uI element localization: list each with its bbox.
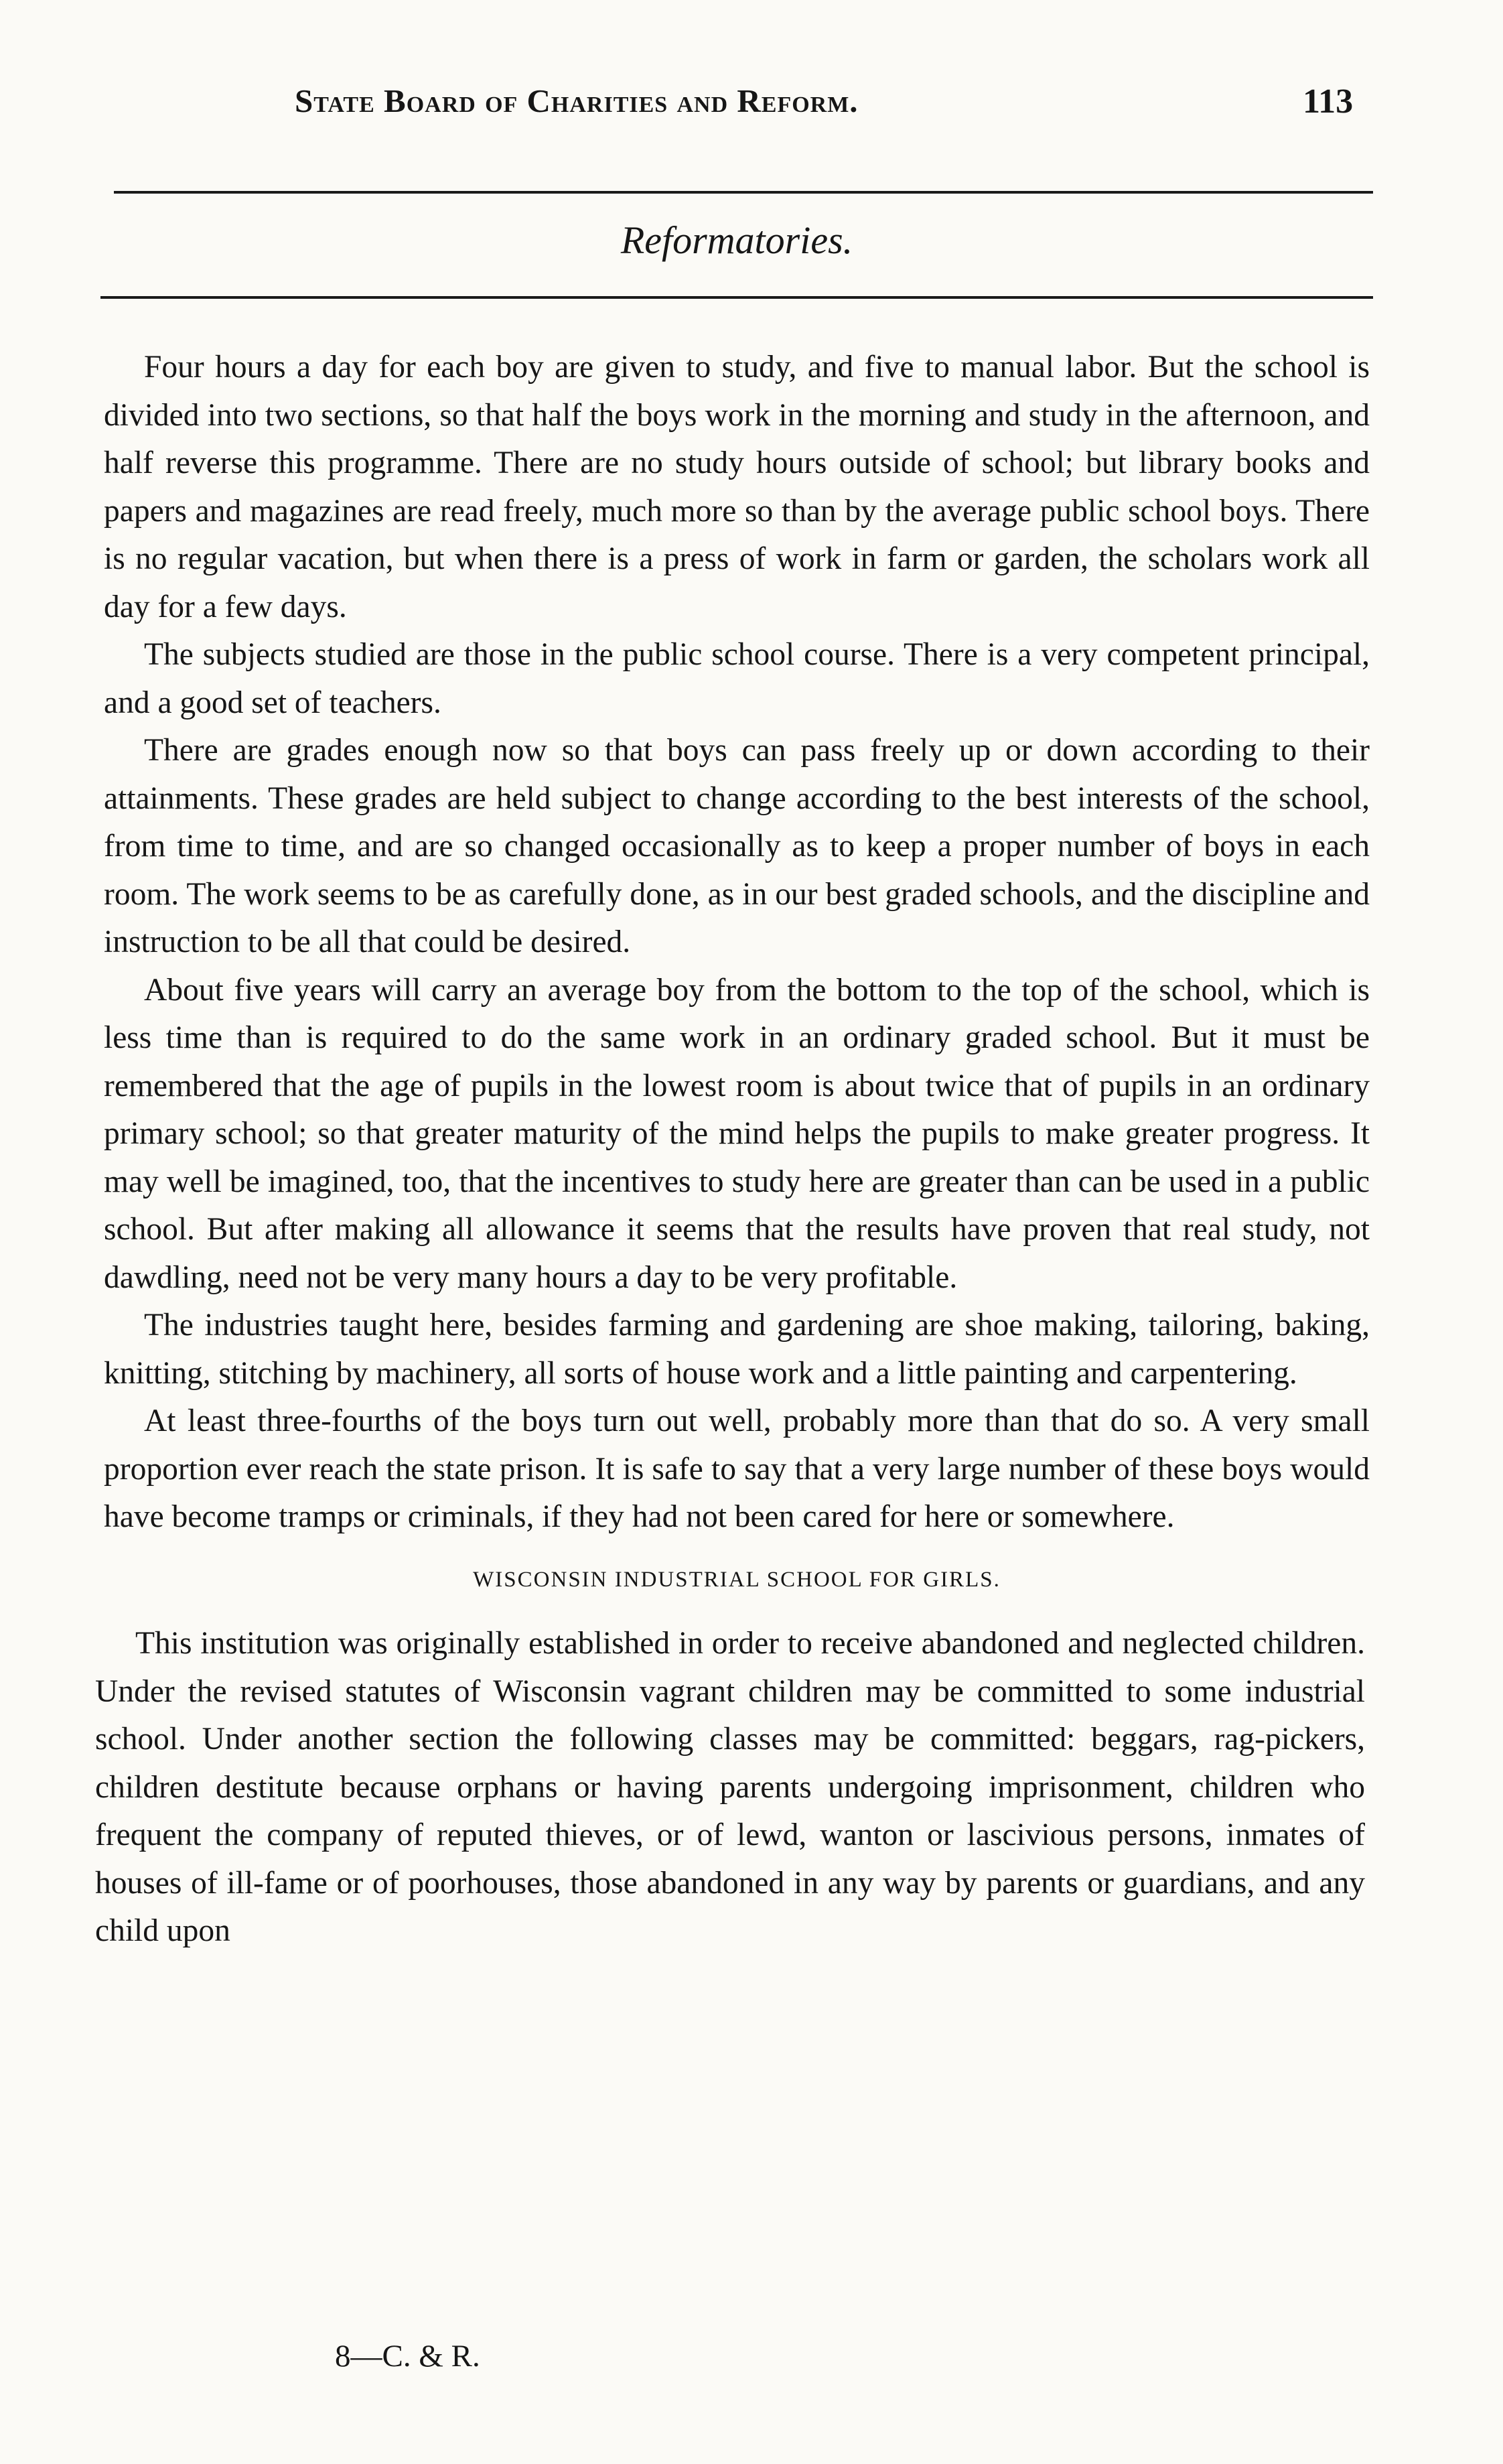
top-rule [114, 191, 1373, 194]
subheading: WISCONSIN INDUSTRIAL SCHOOL FOR GIRLS. [473, 1568, 1001, 1592]
signature-mark: 8—C. & R. [335, 2339, 480, 2374]
bottom-rule [100, 296, 1373, 299]
body-text [104, 344, 1370, 1542]
paragraph: At least three-fourths of the boys turn out well, probably more than that do so. A very small proportion ever reach the state prison. It is safe to say that a very large number of these boys would have become tramps or criminals, if they had not been cared for here or somewhere. [104, 1404, 1370, 1534]
body-text-2 [95, 1620, 1365, 1956]
paragraph: Four hours a day for each boy are given to study, and five to manual labor. But the school is divided into two sections, so that half the boys work in the morning and study in the afternoon, and half reverse this programme. There are no study hours outside of school; but library books and papers and magazines are read freely, much more so than by the average public school boys. There is no regular vacation, but when there is a press of work in farm or garden, the scholars work all day for a few days. [104, 350, 1370, 624]
paragraph: About five years will carry an average boy from the bottom to the top of the school, which is less time than is required to do the same work in an ordinary graded school. But it must be remembered that the age of pupils in the lowest room is about twice that of pupils in an ordinary primary school; so that greater maturity of the mind helps the pupils to make greater progress. It may well be imagined, too, that the incentives to study here are greater than can be used in a public school. But after making all allowance it seems that the results have proven that real study, not dawdling, need not be very many hours a day to be very profitable. [104, 972, 1370, 1295]
page-number: 113 [1303, 82, 1354, 121]
paragraph: The industries taught here, besides farming and gardening are shoe making, tailoring, baking, knitting, stitching by machinery, all sorts of house work and a little painting and carpentering. [104, 1308, 1370, 1391]
section-title: Reformatories. [620, 218, 853, 262]
paragraph: The subjects studied are those in the public school course. There is a very competent principal, and a good set of teachers. [104, 637, 1370, 720]
paragraph: This institution was originally established in order to receive abandoned and neglected children. Under the revised statutes of Wisconsin vagrant children may be committed to some industrial school. Under another section the following classes may be committed: beggars, rag-pickers, children destitute because orphans or having parents undergoing imprisonment, children who frequent the company of reputed thieves, or of lewd, wanton or lascivious persons, inmates of houses of ill-fame or of poorhouses, those abandoned in any way by parents or guardians, and any child upon [95, 1626, 1365, 1948]
paragraph: There are grades enough now so that boys can pass freely up or down according to their attainments. These grades are held subject to change according to the best interests of the school, from time to time, and are so changed occasionally as to keep a proper number of boys in each room. The work seems to be as carefully done, as in our best graded schools, and the discipline and instruction to be all that could be desired. [104, 733, 1370, 959]
running-head: State Board of Charities and Reform. [295, 82, 859, 119]
